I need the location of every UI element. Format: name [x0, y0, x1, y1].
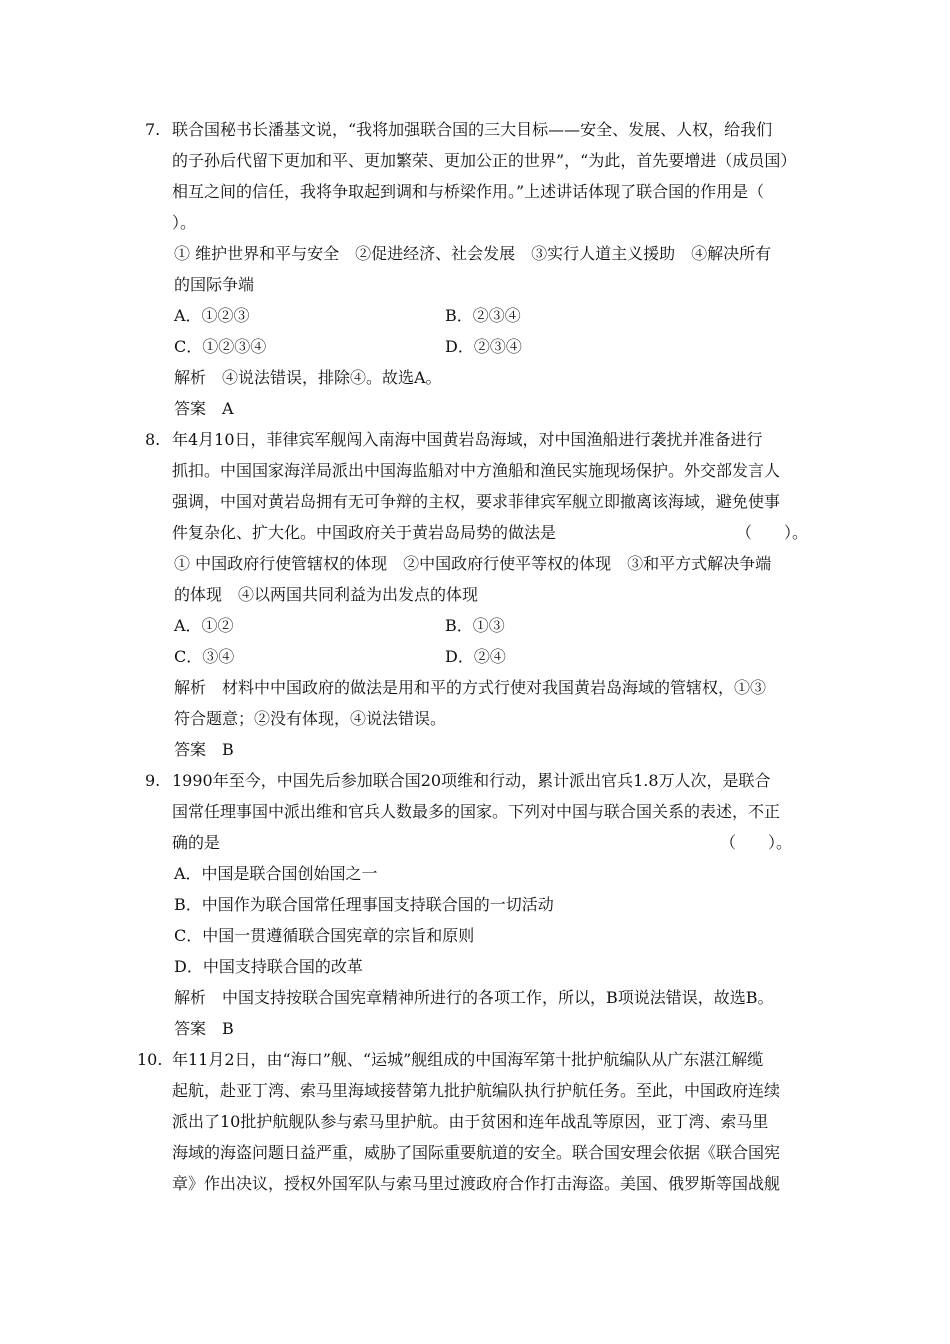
question-8-answer: 答案 B [174, 740, 234, 759]
question-7-items-line-1: ① 维护世界和平与安全 ②促进经济、社会发展 ③实行人道主义援助 ④解决所有 [174, 244, 772, 263]
question-8-stem-line-1: 年4月10日，菲律宾军舰闯入南海中国黄岩岛海域，对中国渔船进行袭扰并准备进行 [172, 430, 763, 449]
question-7-stem-line-1: 联合国秘书长潘基文说，“我将加强联合国的三大目标——安全、发展、人权，给我们 [172, 120, 773, 139]
question-9-analysis: 解析 中国支持按联合国宪章精神所进行的各项工作，所以，B项说法错误，故选B。 [174, 988, 774, 1007]
question-9-option-c: C．中国一贯遵循联合国宪章的宗旨和原则 [174, 926, 475, 945]
question-8-answer-blank: （ ）。 [736, 523, 809, 542]
question-8-option-a: A．①② [174, 616, 234, 635]
question-7-number: 7. [145, 120, 161, 139]
question-8-option-d: D．②④ [445, 647, 506, 666]
question-8-analysis-line-1: 解析 材料中中国政府的做法是用和平的方式行使对我国黄岩岛海域的管辖权，①③ [174, 678, 767, 697]
question-7-stem-line-3: 相互之间的信任，我将争取起到调和与桥梁作用。”上述讲话体现了联合国的作用是（ [172, 182, 765, 201]
question-10-number: 10. [137, 1050, 163, 1069]
question-9-stem-line-3: 确的是 [172, 833, 221, 852]
question-8-number: 8. [145, 430, 161, 449]
question-8-stem-line-2: 抓扣。中国国家海洋局派出中国海监船对中方渔船和渔民实施现场保护。外交部发言人 [172, 461, 781, 480]
question-7-option-c: C．①②③④ [174, 337, 267, 356]
question-8-items-line-1: ① 中国政府行使管辖权的体现 ②中国政府行使平等权的体现 ③和平方式解决争端 [174, 554, 772, 573]
question-10-stem-line-1: 年11月2日，由“海口”舰、“运城”舰组成的中国海军第十批护航编队从广东湛江解缆 [172, 1050, 764, 1069]
question-7-items-line-2: 的国际争端 [174, 275, 255, 294]
question-9-option-a: A．中国是联合国创始国之一 [174, 864, 378, 883]
question-9-answer: 答案 B [174, 1019, 234, 1038]
question-8-stem-line-3: 强调，中国对黄岩岛拥有无可争辩的主权，要求菲律宾军舰立即撤离该海域，避免使事 [172, 492, 781, 511]
question-10-stem-line-2: 起航，赴亚丁湾、索马里海域接替第九批护航编队执行护航任务。至此，中国政府连续 [172, 1081, 781, 1100]
question-9-stem-line-2: 国常任理事国中派出维和官兵人数最多的国家。下列对中国与联合国关系的表述，不正 [172, 802, 781, 821]
question-7-stem-line-2: 的子孙后代留下更加和平、更加繁荣、更加公正的世界”，“为此，首先要增进（成员国） [172, 151, 797, 170]
question-8-stem-line-4: 件复杂化、扩大化。中国政府关于黄岩岛局势的做法是 [172, 523, 557, 542]
question-9-option-d: D．中国支持联合国的改革 [174, 957, 363, 976]
question-9-option-b: B．中国作为联合国常任理事国支持联合国的一切活动 [174, 895, 554, 914]
question-7-option-d: D．②③④ [445, 337, 522, 356]
question-7-answer: 答案 A [174, 399, 234, 418]
question-8-option-c: C．③④ [174, 647, 235, 666]
question-10-stem-line-4: 海域的海盗问题日益严重，威胁了国际重要航道的安全。联合国安理会依据《联合国宪 [172, 1143, 781, 1162]
question-8-items-line-2: 的体现 ④以两国共同利益为出发点的体现 [174, 585, 479, 604]
question-7-option-a: A．①②③ [174, 306, 250, 325]
question-9-number: 9. [145, 771, 161, 790]
question-8-analysis-line-2: 符合题意；②没有体现，④说法错误。 [174, 709, 447, 728]
question-10-stem-line-3: 派出了10批护航舰队参与索马里护航。由于贫困和连年战乱等原因，亚丁湾、索马里 [172, 1112, 769, 1131]
question-9-answer-blank: （ ）。 [720, 833, 793, 852]
question-7-analysis: 解析 ④说法错误，排除④。故选A。 [174, 368, 442, 387]
question-9-stem-line-1: 1990年至今，中国先后参加联合国20项维和行动，累计派出官兵1.8万人次，是联合 [172, 771, 771, 790]
question-8-option-b: B．①③ [445, 616, 505, 635]
question-7-stem-line-4: ）。 [172, 213, 197, 232]
question-7-option-b: B．②③④ [445, 306, 521, 325]
question-10-stem-line-5: 章》作出决议，授权外国军队与索马里过渡政府合作打击海盗。美国、俄罗斯等国战舰 [172, 1174, 781, 1193]
